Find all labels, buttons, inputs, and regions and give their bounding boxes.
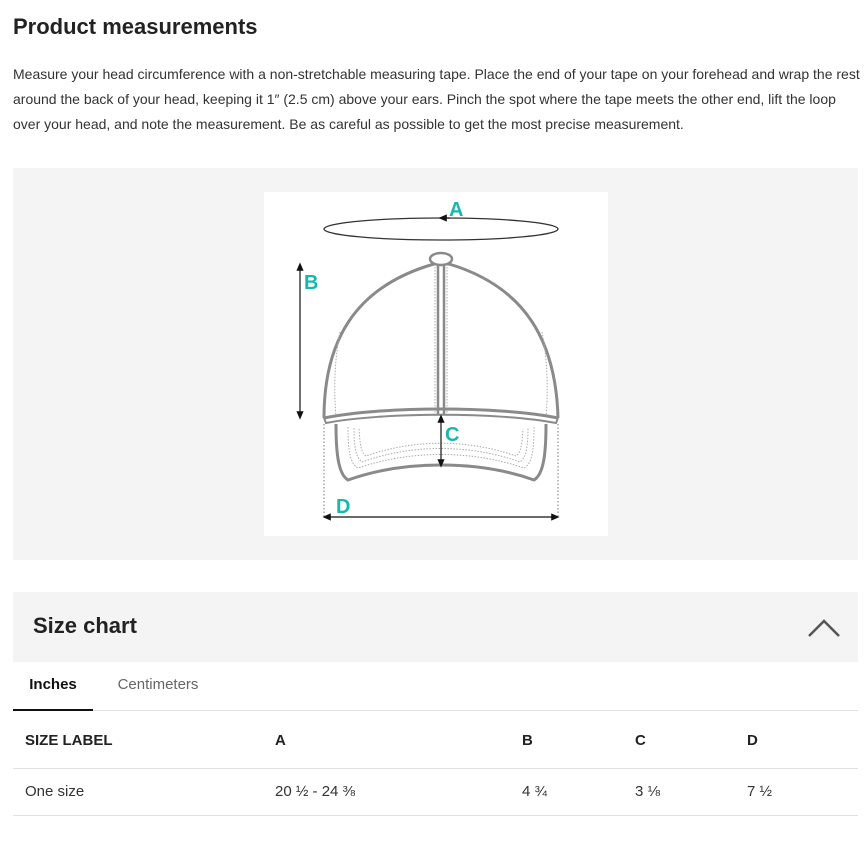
unit-tabs	[13, 662, 858, 711]
label-d: D	[336, 496, 351, 518]
table-cell: 4 ¾	[522, 768, 635, 815]
column-header: D	[747, 713, 858, 768]
cap-button	[430, 253, 452, 265]
table-header-row	[13, 713, 858, 768]
cap-illustration	[264, 192, 608, 536]
label-b: B	[304, 272, 319, 294]
column-header: C	[635, 713, 747, 768]
label-c: C	[445, 424, 460, 446]
table-row	[13, 768, 858, 815]
table-cell: 7 ½	[747, 768, 858, 815]
diagram-panel	[13, 168, 858, 560]
column-header: A	[275, 713, 522, 768]
cap-crown	[324, 264, 558, 418]
circumference-ring	[324, 218, 558, 240]
size-table	[13, 713, 858, 816]
collapse-button[interactable]	[806, 612, 842, 642]
page-title: Product measurements	[13, 14, 258, 39]
size-chart-title: Size chart	[33, 613, 137, 638]
label-a: A	[449, 199, 464, 221]
cap-diagram	[264, 192, 608, 536]
tab-centimeters[interactable]: Centimeters	[117, 676, 199, 693]
measurement-instructions: Measure your head circumference with a non-stretchable measuring tape. Place the end of your tape on your forehead and wrap the rest around the back of your head, keeping it 1″ (2.5 cm) above your ears. Pinch the spot where the tape meets the other end, lift the loop over your head, and note the measurement. Be as careful as possible to get the most precise measurement.	[13, 66, 860, 132]
column-header: B	[522, 713, 635, 768]
tab-inches[interactable]: Inches	[13, 662, 93, 711]
chevron-up-icon	[806, 612, 842, 642]
table-cell: One size	[13, 768, 275, 815]
size-chart-header[interactable]	[13, 592, 858, 662]
column-header: SIZE LABEL	[13, 713, 275, 768]
table-cell: 20 ½ - 24 ⅜	[275, 768, 522, 815]
table-cell: 3 ⅛	[635, 768, 747, 815]
